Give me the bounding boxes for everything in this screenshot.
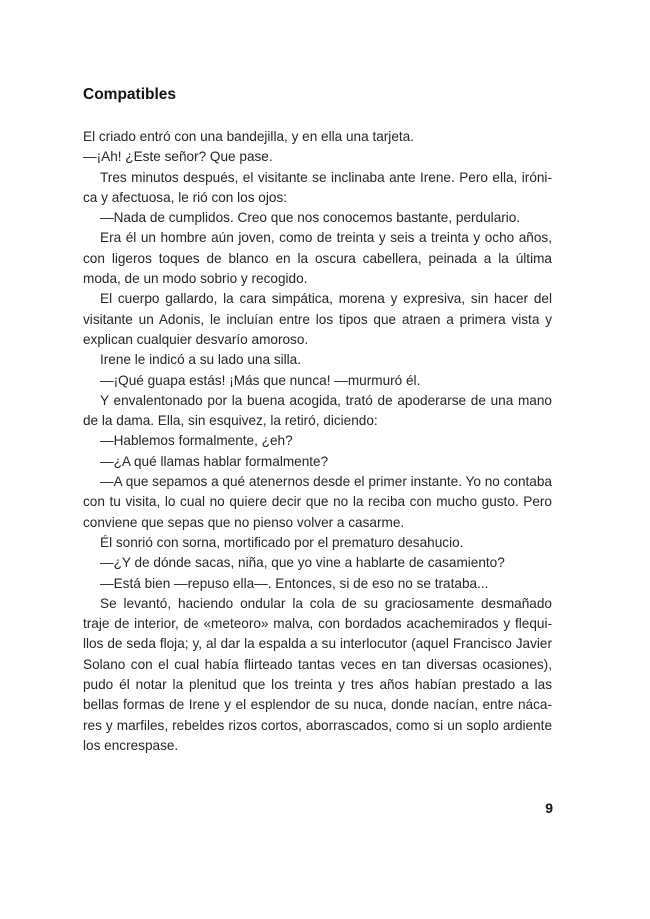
paragraph: El cuerpo gallardo, la cara simpática, morena y expresiva, sin hacer del visitante un Adonis, le incluían entre los tipos que atraen a primera vista y explican cualquier desvarío amoroso.: [83, 291, 552, 347]
paragraph: —¡Qué guapa estás! ¡Más que nunca! —murmuró él.: [100, 372, 421, 388]
paragraph: Y envalentonado por la buena acogida, trató de apoderarse de una mano de la dama. Ella, sin esquivez, la retiró, diciendo:: [83, 392, 552, 429]
paragraph: —¿Y de dónde sacas, niña, que yo vine a hablarte de casamiento?: [100, 555, 505, 571]
paragraph: —Hablemos formalmente, ¿eh?: [100, 433, 293, 449]
paragraph: Era él un hombre aún joven, como de treinta y seis a treinta y ocho años, con ligeros toques de blanco en la oscura cabellera, peinada a la última moda, de un modo sobrio y recogido.: [83, 230, 552, 287]
paragraph: Tres minutos después, el visitante se inclinaba ante Irene. Pero ella, irónica y afectuosa, le rió con los ojos:: [83, 169, 552, 205]
paragraph: —A que sepamos a qué atenernos desde el primer instante. Yo no contaba con tu visita, lo cual no quiere decir que no la reciba con mucho gusto. Pero conviene que sepas que no pienso volver a casarme.: [83, 474, 552, 530]
paragraph: —¡Ah! ¿Este señor? Que pase.: [83, 149, 273, 165]
paragraph: El criado entró con una bandejilla, y en ella una tarjeta.: [83, 129, 414, 144]
page-title: Compatibles: [83, 86, 177, 103]
paragraph: —Nada de cumplidos. Creo que nos conocemos bastante, perdulario.: [100, 210, 521, 226]
paragraph: Irene le indicó a su lado una silla.: [100, 352, 302, 368]
paragraph: Él sonrió con sorna, mortificado por el prematuro desahucio.: [100, 534, 464, 550]
body-text: [83, 127, 552, 756]
paragraph: —Está bien —repuso ella—. Entonces, si de eso no se trataba...: [100, 575, 489, 591]
page-number: 9: [545, 800, 553, 816]
paragraph: Se levantó, haciendo ondular la cola de su graciosamente desmañado traje de interior, de «meteoro» malva, con bordados acachemirados y flequillos de seda floja; y, al dar la espalda a su interlocutor (aquel Francisco Javier Solano con el cual había flirteado tantas veces en tan diversas ocasiones), pudo él notar la plenitud que los treinta y tres años habían prestado a las bellas formas de Irene y el esplendor de su nuca, donde nacían, entre nácares y marfiles, rebeldes rizos cortos, aborrascados, como si un soplo ardiente los encrespase.: [83, 595, 552, 753]
paragraph: —¿A qué llamas hablar formalmente?: [100, 453, 329, 469]
